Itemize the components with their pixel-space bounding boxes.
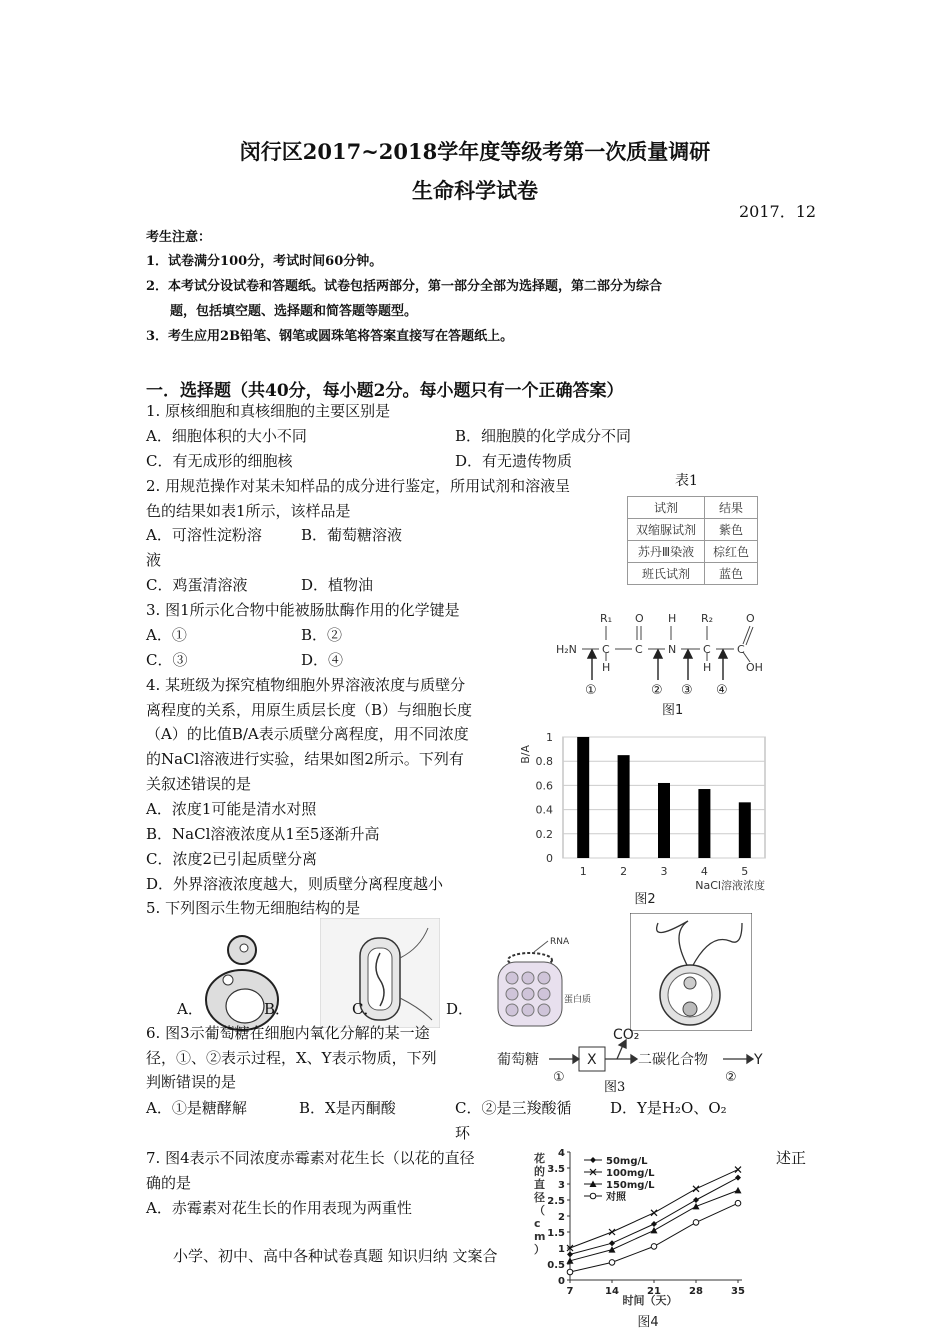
table-cell: 双缩脲试剂 (628, 519, 705, 541)
data-point (735, 1200, 741, 1206)
question-4-stem-cont-4: 关叙述错误的是 (146, 775, 252, 793)
question-3-option-d: D．④ (301, 651, 344, 669)
question-4-stem-cont-1: 离程度的关系，用原生质层长度（B）与细胞长度 (146, 701, 473, 719)
arrow-3-head (684, 650, 692, 658)
data-point (609, 1246, 616, 1253)
page-subtitle: 生命科学试卷 (412, 178, 538, 203)
o-label-1: O (635, 612, 644, 625)
table-cell: 苏丹Ⅲ染液 (628, 541, 705, 563)
table-header-cell: 试剂 (628, 497, 705, 519)
table-header-cell: 结果 (705, 497, 758, 519)
data-point (609, 1240, 615, 1246)
capsomere (538, 988, 550, 1000)
capsomere (506, 972, 518, 984)
carbonyl-c: C (635, 643, 643, 656)
data-point (693, 1197, 699, 1203)
table-row (628, 563, 758, 585)
capsomere (538, 1004, 550, 1016)
alpha-c-2: C (703, 643, 711, 656)
question-4-option-d: D．外界溶液浓度越大，则质壁分离程度越小 (146, 875, 444, 893)
question-7-stem-tail: 述正 (776, 1149, 807, 1167)
question-2-option-d: D．植物油 (301, 576, 374, 594)
bond-mark-4: ④ (716, 683, 728, 698)
question-6-stem-cont-2: 判断错误的是 (146, 1073, 237, 1091)
data-point (609, 1260, 615, 1266)
figure-5b-bacterium (320, 918, 440, 1028)
x-tick-label: 3 (660, 865, 668, 878)
notice-item-2-cont: 题，包括填空题、选择题和简答题等题型。 (170, 304, 418, 319)
data-point (590, 1157, 596, 1163)
question-6-option-d: D．Y是H₂O、O₂ (610, 1099, 727, 1117)
y-tick-label: 2 (558, 1212, 565, 1223)
question-2-option-c: C．鸡蛋清溶液 (146, 576, 248, 594)
table-cell: 棕红色 (705, 541, 758, 563)
bond-mark-1: ① (585, 683, 597, 698)
alpha-c-1: C (602, 643, 610, 656)
question-4-stem-cont-2: （A）的比值B/A表示质壁分离程度，用不同浓度 (146, 725, 469, 743)
figure-3-pathway (495, 1023, 775, 1095)
amide-n: N (668, 643, 677, 656)
step-1-mark: ① (553, 1070, 565, 1085)
data-point (735, 1175, 741, 1181)
question-6-option-c-cont: 环 (455, 1124, 471, 1142)
series-4 (567, 1200, 741, 1274)
arrow-head (747, 1055, 753, 1063)
h-label-2: H (668, 612, 677, 625)
y-tick-label: 1.5 (547, 1228, 565, 1239)
capsomere (506, 1004, 518, 1016)
chart-x-label: 时间（天） (622, 1294, 678, 1307)
question-1-option-b: B．细胞膜的化学成分不同 (455, 427, 632, 445)
question-6-option-b: B．X是丙酮酸 (299, 1099, 396, 1117)
question-3-option-c: C．③ (146, 651, 188, 669)
arrow-4-head (719, 650, 727, 658)
h-label-1: H (602, 661, 611, 674)
y-tick-label: 2.5 (547, 1196, 565, 1207)
x-tick-label: 5 (741, 865, 749, 878)
question-2-option-a-cont: 液 (146, 551, 162, 569)
exam-date: 2017．12 (739, 202, 817, 221)
data-point (651, 1227, 658, 1234)
data-point (693, 1203, 700, 1210)
c2-compound-label: 二碳化合物 (638, 1052, 708, 1068)
glucose-label: 葡萄糖 (497, 1052, 539, 1068)
y-tick-label: 0.6 (535, 779, 553, 793)
question-6-option-c: C．②是三羧酸循 (455, 1099, 572, 1117)
x-tick-label: 14 (605, 1286, 619, 1297)
figure-4-line-chart (522, 1140, 780, 1340)
question-5-option-d: D． (446, 1000, 474, 1018)
label-line (534, 941, 548, 952)
x-tick-label: 21 (647, 1286, 661, 1297)
question-5-option-a: A． (177, 1000, 203, 1018)
y-tick-label: 0 (546, 852, 553, 865)
question-4-option-b: B．NaCl溶液浓度从1至5逐渐升高 (146, 825, 380, 843)
footer-text: 小学、初中、高中各种试卷真题 知识归纳 文案合 (173, 1247, 498, 1265)
bar (618, 755, 630, 858)
y-label: Y (754, 1052, 763, 1068)
legend-label: 150mg/L (606, 1180, 655, 1191)
capsomere (522, 1004, 534, 1016)
table-cell: 蓝色 (705, 563, 758, 585)
data-point (567, 1251, 573, 1257)
question-6-option-a: A．①是糖酵解 (146, 1099, 247, 1117)
capsomere (538, 972, 550, 984)
question-1-stem: 1. 原核细胞和真核细胞的主要区别是 (146, 402, 391, 420)
y-tick-label: 3 (558, 1180, 565, 1191)
bond-line (746, 627, 753, 645)
question-4-stem: 4. 某班级为探究植物细胞外界溶液浓度与质壁分 (146, 676, 466, 694)
x-tick-label: 7 (566, 1286, 574, 1297)
nucleus (240, 944, 248, 952)
organelle (223, 975, 233, 985)
arrow-2-head (654, 650, 662, 658)
legend-label: 对照 (606, 1192, 626, 1203)
notice-item-3: 3．考生应用2B铅笔、钢笔或圆珠笔将答案直接写在答题纸上。 (146, 329, 514, 344)
y-tick-label: 0 (558, 1276, 565, 1287)
question-2-option-b: B．葡萄糖溶液 (301, 526, 403, 544)
data-point (651, 1244, 657, 1250)
section-heading: 一．选择题（共40分，每小题2分。每小题只有一个正确答案） (146, 381, 624, 401)
bar (577, 737, 589, 858)
figure-1-structure (550, 608, 780, 723)
figure-2-bar-chart (515, 725, 775, 908)
data-point (651, 1221, 657, 1227)
x-tick-label: 28 (689, 1286, 703, 1297)
question-6-stem-cont-1: 径，①、②表示过程，X、Y表示物质，下列 (146, 1049, 437, 1067)
y-tick-label: 1 (558, 1244, 565, 1255)
r1-label: R₁ (600, 612, 613, 625)
chart-y-label: B/A (519, 745, 532, 764)
question-3-stem: 3. 图1所示化合物中能被肠肽酶作用的化学键是 (146, 601, 460, 619)
figure-1-caption: 图1 (662, 703, 684, 718)
question-2-stem-cont: 色的结果如表1所示，该样品是 (146, 502, 351, 520)
table-1 (627, 496, 758, 585)
notice-item-2: 2．本考试分设试卷和答题纸。试卷包括两部分，第一部分全部为选择题，第二部分为综合 (146, 279, 663, 294)
legend-label: 100mg/L (606, 1168, 655, 1179)
question-1-option-c: C．有无成形的细胞核 (146, 452, 293, 470)
arrow-head (573, 1055, 579, 1063)
x-tick-label: 35 (731, 1286, 745, 1297)
table-1-caption: 表1 (675, 473, 698, 489)
question-4-option-a: A．浓度1可能是清水对照 (146, 800, 317, 818)
x-label: X (587, 1052, 597, 1068)
nucleus (684, 977, 696, 989)
figure-5d-algae (630, 913, 752, 1031)
protein-label: 蛋白质 (564, 995, 592, 1005)
y-tick-label: 3.5 (547, 1164, 565, 1175)
y-tick-label: 0.5 (547, 1260, 565, 1271)
chart-x-label: NaCl溶液浓度 (695, 879, 765, 892)
table-header-row (628, 497, 758, 519)
y-tick-label: 0.2 (535, 827, 553, 841)
question-4-option-c: C．浓度2已引起质壁分离 (146, 850, 318, 868)
capsomere (522, 972, 534, 984)
chart-y-label: 花的直径（ c m ） (534, 1152, 546, 1256)
bond-mark-2: ② (651, 683, 663, 698)
question-5-option-b: B． (264, 1000, 291, 1018)
table-cell: 班氏试剂 (628, 563, 705, 585)
capsomere (506, 988, 518, 1000)
h-label-3: H (703, 661, 712, 674)
arrow-head (631, 1055, 637, 1063)
y-tick-label: 1 (546, 731, 553, 744)
arrow-1-head (588, 650, 596, 658)
legend-label: 50mg/L (606, 1156, 648, 1167)
question-5-option-c: C． (352, 1000, 379, 1018)
notice-item-1: 1．试卷满分100分，考试时间60分钟。 (146, 254, 383, 269)
data-point (567, 1269, 573, 1275)
question-5-stem: 5. 下列图示生物无细胞结构的是 (146, 899, 361, 917)
y-tick-label: 0.8 (535, 755, 553, 769)
h2n-label: H₂N (556, 643, 577, 656)
step-2-mark: ② (725, 1070, 737, 1085)
carboxyl-c: C (737, 643, 745, 656)
page-title: 闵行区2017~2018学年度等级考第一次质量调研 (239, 139, 711, 164)
y-tick-label: 0.4 (535, 803, 553, 817)
bar (698, 789, 710, 858)
bar (739, 802, 751, 858)
co2-label: CO₂ (613, 1027, 640, 1043)
figure-3-caption: 图3 (604, 1080, 626, 1095)
question-2-option-a: A．可溶性淀粉溶 (146, 526, 262, 544)
capsomere (522, 988, 534, 1000)
question-3-option-b: B．② (301, 626, 343, 644)
x-tick-label: 1 (579, 865, 587, 878)
pyrenoid (683, 1002, 697, 1016)
question-3-option-a: A．① (146, 626, 187, 644)
o-label-2: O (746, 612, 755, 625)
bond-mark-3: ③ (681, 683, 693, 698)
figure-2-caption: 图2 (634, 892, 656, 907)
question-6-stem: 6. 图3示葡萄糖在细胞内氧化分解的某一途 (146, 1024, 430, 1042)
figure-4-caption: 图4 (637, 1315, 659, 1330)
question-4-stem-cont-3: 的NaCl溶液进行实验，结果如图2所示。下列有 (146, 750, 464, 768)
r2-label: R₂ (701, 612, 714, 625)
oh-label: OH (746, 661, 763, 674)
question-7-option-a: A．赤霉素对花生长的作用表现为两重性 (146, 1199, 412, 1217)
rna-label: RNA (550, 937, 570, 947)
x-tick-label: 2 (620, 865, 628, 878)
question-1-option-d: D．有无遗传物质 (455, 452, 573, 470)
question-7-stem: 7. 图4表示不同浓度赤霉素对花生长（以花的直径 (146, 1149, 475, 1167)
arrow-line (617, 1045, 623, 1059)
bar (658, 783, 670, 858)
x-tick-label: 4 (700, 865, 708, 878)
figure-5c-virus (490, 930, 600, 1030)
question-7-stem-cont: 确的是 (146, 1174, 192, 1192)
question-1-option-a: A．细胞体积的大小不同 (146, 427, 307, 445)
table-cell: 紫色 (705, 519, 758, 541)
table-row (628, 519, 758, 541)
y-tick-label: 4 (558, 1148, 565, 1159)
question-2-stem: 2. 用规范操作对某未知样品的成分进行鉴定，所用试剂和溶液呈 (146, 477, 571, 495)
data-point (735, 1187, 742, 1194)
data-point (693, 1220, 699, 1226)
notice-heading: 考生注意： (146, 230, 212, 245)
table-row (628, 541, 758, 563)
vacuole (226, 989, 264, 1023)
bond-line (743, 626, 750, 644)
data-point (590, 1193, 596, 1199)
